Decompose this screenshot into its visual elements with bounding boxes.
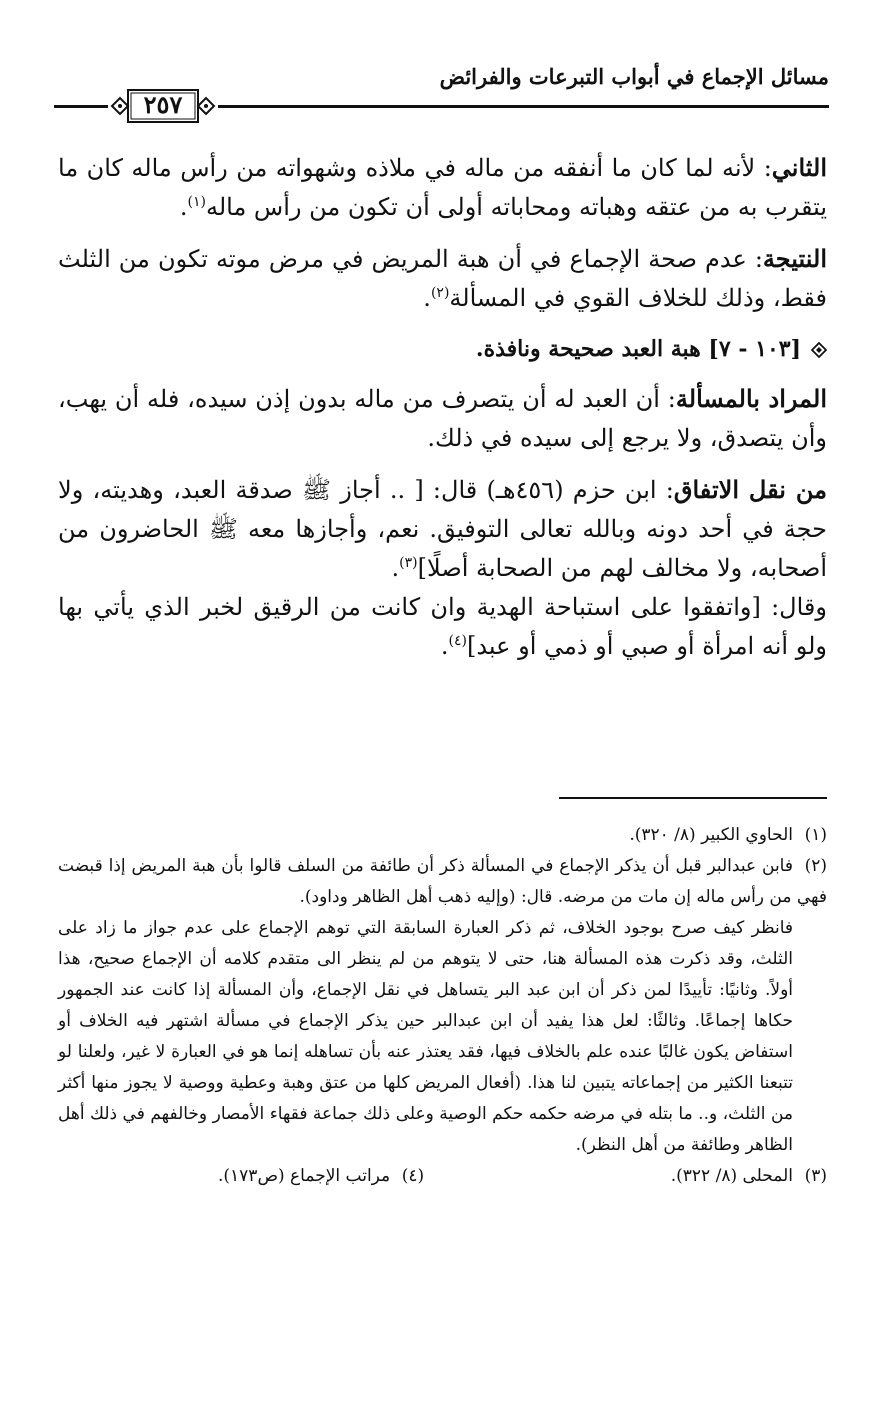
label-second: الثاني [771,153,827,182]
footnote-row-3-4 [58,1161,827,1192]
page-number-ornament [108,86,218,126]
footnote-number: (١) [804,825,827,845]
page-number: ٢٥٧ [143,90,183,119]
footnote-text: مراتب الإجماع (ص١٧٣). [218,1166,391,1186]
footnote-3 [671,1161,827,1192]
footnote-number: (٢) [804,856,827,876]
footnote-ref-4[interactable]: (٤) [448,633,467,649]
footnote-ref-1[interactable]: (١) [187,194,206,210]
section-heading [58,330,827,369]
footnote-text: المحلى (٨/ ٣٢٢). [670,1166,793,1186]
paragraph-quote: وقال: [واتفقوا على استباحة الهدية وان كانت من الرقيق لخبر الذي يأتي بها ولو أنه امرأة أو صبي أو ذمي أو عبد]$^{(٤)}$. [58,593,827,660]
footnote-1 [58,820,827,851]
text-consensus: : ابن حزم (٤٥٦هـ) قال: [ .. أجاز ﷺ صدقة العبد، وهديته، ولا حجة في أحد دونه وبالله تعالى التوفيق. نعم، وأجازها معه ﷺ الحاضرون من أصحابه، ولا مخالف لهم من الصحابة أصلًا] [58,476,827,582]
footnote-number: (٣) [804,1166,827,1186]
paragraph-second-reason: الثاني: لأنه لما كان ما أنفقه من ماله في ملاذه وشهواته من رأس ماله كان ما يتقرب به من عتقه وهباته ومحاباته أولى أن تكون من رأس ماله$^{(١)}$. [58,153,827,221]
footnote-4 [218,1161,424,1192]
text-result: : عدم صحة الإجماع في أن هبة المريض في مرض موته تكون من الثلث فقط، وذلك للخلاف القوي في المسألة [58,245,827,312]
footnote-2-continuation: فانظر كيف صرح بوجود الخلاف، ثم ذكر العبارة السابقة التي توهم الإجماع على عدم جواز ما زاد على الثلث، وقد ذكرت هذه المسألة هنا، حتى لا يتوهم من لم ينظر الى متقدم كلامه أن الإجماع صحيح، هذا أولاً. وثانيًا: تأييدًا لمن ذكر أن ابن عبد البر يتساهل في نقل الإجماع، وأن المسألة إذا كانت عند الجمهور حكاها إجماعًا. وثالثًا: لعل هذا يفيد أن ابن عبدالبر حين يذكر الإجماع في مسألة اشتهر فيه الخلاف أو استفاض يكون غالبًا عنده علم بالخلاف فيها، فقد يعتذر عنه بأن تساهله إنما هو في العبارة لا غير، ولعلنا لو تتبعنا الكثير من إجماعاته يتبين لنا هذا. (أفعال المريض كلها من عتق وهبة وعطية ووصية لا يجوز منها أكثر من الثلث، و.. ما بتله في مرضه حكمه حكم الوصية وعلى ذلك جماعة فقهاء الأمصار وخالفهم في ذلك أهل الظاهر وطائفة من أهل النظر). [58,918,794,1155]
footnotes [58,820,827,1192]
text-second: : لأنه لما كان ما أنفقه من ماله في ملاذه وشهواته من رأس ماله كان ما يتقرب به من عتقه وهباته ومحاباته أولى أن تكون من رأس ماله [58,154,827,221]
paragraph-consensus: من نقل الاتفاق: ابن حزم (٤٥٦هـ) قال: [ .. أجاز ﷺ صدقة العبد، وهديته، ولا حجة في أحد دونه وبالله تعالى التوفيق. نعم، وأجازها معه ﷺ الحاضرون من أصحابه، ولا مخالف لهم من الصحابة أصلًا]$^{(٣)}$. [58,475,828,582]
section-heading-text: [١٠٣ - ٧] هبة العبد صحيحة ونافذة. [475,336,801,362]
footnote-separator [559,797,827,799]
text-meaning: : أن العبد له أن يتصرف من ماله بدون إذن سيده، فله أن يهب، وأن يتصدق، ولا يرجع إلى سيده في ذلك. [58,385,827,452]
running-title: مسائل الإجماع في أبواب التبرعات والفرائض [439,64,829,89]
page-header [54,64,829,130]
label-meaning: المراد بالمسألة [675,384,827,413]
footnote-2 [58,851,827,913]
diamond-bullet-icon [811,342,827,358]
footnote-ref-2[interactable]: (٢) [430,285,450,301]
label-consensus: من نقل الاتفاق [673,475,828,504]
label-result: النتيجة [762,244,827,273]
paragraph-result: النتيجة: عدم صحة الإجماع في أن هبة المريض في مرض موته تكون من الثلث فقط، وذلك للخلاف القوي في المسألة$^{(٢)}$. [58,244,827,312]
main-text [58,148,827,678]
text-quote: وقال: [واتفقوا على استباحة الهدية وان كانت من الرقيق لخبر الذي يأتي بها ولو أنه امرأة أو صبي أو ذمي أو عبد] [58,593,827,660]
footnote-ref-3[interactable]: (٣) [399,555,418,571]
paragraph-meaning [58,379,827,458]
footnote-text: فابن عبدالبر قبل أن يذكر الإجماع في المسألة ذكر أن طائفة من السلف قالوا بأن هبة المريض إذا قبضت فهي من رأس ماله إن مات من مرضه. قال: (وإليه ذهب أهل الظاهر وداود). [58,856,827,907]
footnote-number: (٤) [401,1166,425,1186]
footnote-text: الحاوي الكبير (٨/ ٣٢٠). [629,825,793,845]
